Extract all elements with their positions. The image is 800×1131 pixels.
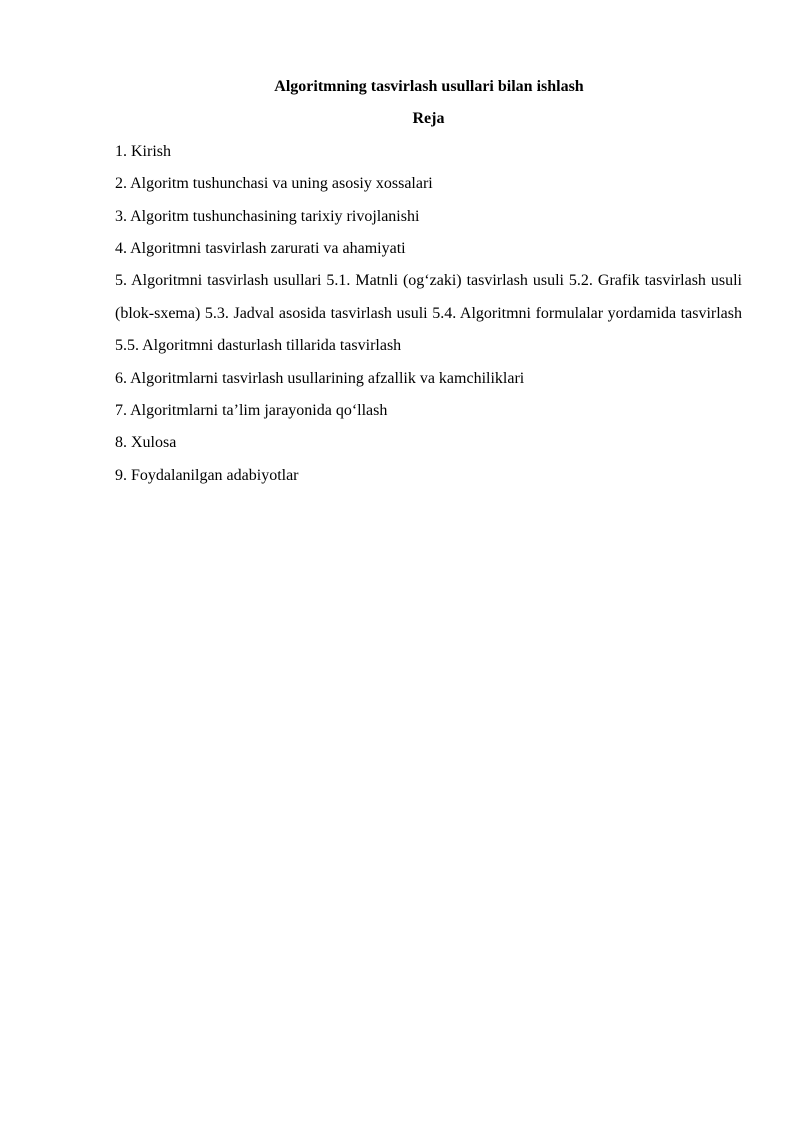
plan-item-education-use: 7. Algoritmlarni ta’lim jarayonida qo‘llash [115,402,388,420]
plan-item-importance: 4. Algoritmni tasvirlash zarurati va ahamiyati [115,240,406,258]
document-content [115,71,742,492]
plan-heading: Reja [412,110,445,128]
plan-item-introduction: 1. Kirish [115,142,171,160]
plan-item-references: 9. Foydalanilgan adabiyotlar [115,466,299,484]
plan-list [115,136,742,492]
plan-item-representation-methods: 5. Algoritmni tasvirlash usullari 5.1. Matnli (og‘zaki) tasvirlash usuli 5.2. Grafik tasvirlash usuli (blok-sxema) 5.3. Jadval asosida tasvirlash usuli 5.4. Algoritmni formulalar yordamida tasvirlash 5.5. Algoritmni dasturlash tillarida tasvirlash [115,272,742,355]
plan-item-history: 3. Algoritm tushunchasining tarixiy rivojlanishi [115,207,420,225]
plan-item-conclusion: 8. Xulosa [115,434,177,452]
plan-item-algorithm-concept: 2. Algoritm tushunchasi va uning asosiy xossalari [115,175,433,193]
document-title: Algoritmning tasvirlash usullari bilan ishlash [274,78,584,95]
plan-item-advantages: 6. Algoritmlarni tasvirlash usullarining afzallik va kamchiliklari [115,369,525,387]
